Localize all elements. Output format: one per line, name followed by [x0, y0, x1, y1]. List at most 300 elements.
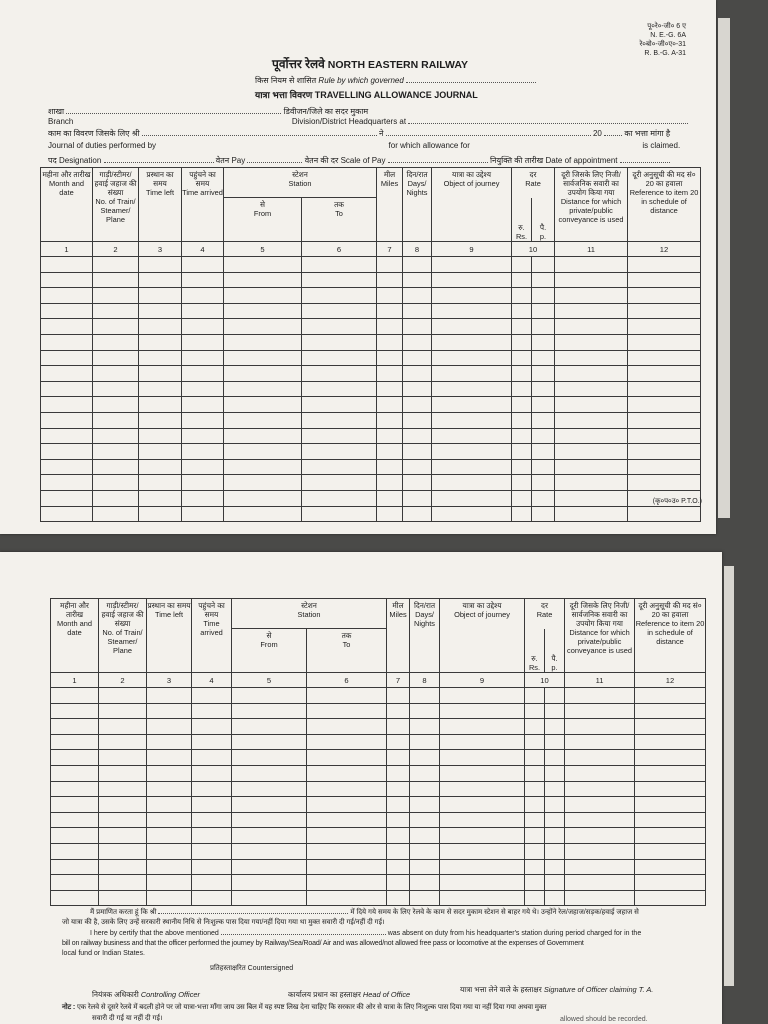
table-cell[interactable] — [440, 843, 525, 859]
table-cell[interactable] — [224, 288, 302, 304]
table-cell[interactable] — [512, 272, 532, 288]
table-cell[interactable] — [410, 734, 440, 750]
table-cell[interactable] — [512, 334, 532, 350]
table-cell[interactable] — [139, 444, 182, 460]
table-cell[interactable] — [307, 859, 387, 875]
table-cell[interactable] — [232, 781, 307, 797]
table-cell[interactable] — [192, 859, 232, 875]
table-cell[interactable] — [512, 366, 532, 382]
table-cell[interactable] — [139, 350, 182, 366]
table-cell[interactable] — [99, 859, 147, 875]
table-cell[interactable] — [532, 428, 555, 444]
table-cell[interactable] — [377, 412, 403, 428]
table-cell[interactable] — [555, 350, 628, 366]
table-cell[interactable] — [628, 412, 701, 428]
table-cell[interactable] — [387, 688, 410, 704]
table-cell[interactable] — [302, 272, 377, 288]
table-cell[interactable] — [224, 350, 302, 366]
table-cell[interactable] — [532, 397, 555, 413]
table-cell[interactable] — [565, 797, 635, 813]
table-cell[interactable] — [565, 890, 635, 906]
table-cell[interactable] — [99, 688, 147, 704]
table-cell[interactable] — [512, 303, 532, 319]
table-cell[interactable] — [555, 334, 628, 350]
table-cell[interactable] — [387, 703, 410, 719]
table-cell[interactable] — [635, 703, 706, 719]
table-cell[interactable] — [93, 350, 139, 366]
table-cell[interactable] — [232, 719, 307, 735]
table-cell[interactable] — [628, 350, 701, 366]
table-cell[interactable] — [555, 459, 628, 475]
table-cell[interactable] — [525, 765, 545, 781]
table-cell[interactable] — [387, 843, 410, 859]
table-cell[interactable] — [377, 444, 403, 460]
table-cell[interactable] — [192, 734, 232, 750]
pay-field[interactable] — [247, 162, 302, 163]
table-cell[interactable] — [635, 781, 706, 797]
table-cell[interactable] — [512, 381, 532, 397]
table-cell[interactable] — [99, 781, 147, 797]
table-cell[interactable] — [512, 490, 532, 506]
table-cell[interactable] — [440, 781, 525, 797]
table-cell[interactable] — [555, 444, 628, 460]
table-cell[interactable] — [147, 875, 192, 891]
table-cell[interactable] — [512, 475, 532, 491]
designation-field[interactable] — [104, 162, 214, 163]
table-cell[interactable] — [93, 459, 139, 475]
table-cell[interactable] — [51, 843, 99, 859]
table-cell[interactable] — [93, 272, 139, 288]
table-cell[interactable] — [147, 797, 192, 813]
table-cell[interactable] — [139, 412, 182, 428]
certificate-officer-field[interactable] — [221, 934, 386, 935]
table-cell[interactable] — [512, 397, 532, 413]
table-cell[interactable] — [532, 412, 555, 428]
table-cell[interactable] — [147, 703, 192, 719]
table-cell[interactable] — [545, 797, 565, 813]
table-cell[interactable] — [555, 288, 628, 304]
table-cell[interactable] — [635, 890, 706, 906]
table-cell[interactable] — [93, 366, 139, 382]
table-cell[interactable] — [307, 797, 387, 813]
table-cell[interactable] — [93, 257, 139, 273]
table-cell[interactable] — [555, 475, 628, 491]
table-cell[interactable] — [532, 381, 555, 397]
table-cell[interactable] — [628, 366, 701, 382]
table-cell[interactable] — [565, 843, 635, 859]
duties-period-field[interactable] — [386, 135, 591, 136]
table-cell[interactable] — [302, 303, 377, 319]
table-cell[interactable] — [232, 734, 307, 750]
table-cell[interactable] — [192, 781, 232, 797]
table-cell[interactable] — [410, 812, 440, 828]
table-cell[interactable] — [377, 381, 403, 397]
table-cell[interactable] — [377, 397, 403, 413]
table-cell[interactable] — [432, 303, 512, 319]
table-cell[interactable] — [403, 350, 432, 366]
table-cell[interactable] — [51, 781, 99, 797]
table-cell[interactable] — [545, 734, 565, 750]
table-cell[interactable] — [93, 412, 139, 428]
table-cell[interactable] — [182, 272, 224, 288]
table-cell[interactable] — [147, 781, 192, 797]
table-cell[interactable] — [182, 319, 224, 335]
table-cell[interactable] — [147, 765, 192, 781]
table-cell[interactable] — [555, 506, 628, 522]
table-cell[interactable] — [525, 734, 545, 750]
table-cell[interactable] — [628, 334, 701, 350]
table-cell[interactable] — [41, 366, 93, 382]
table-cell[interactable] — [93, 490, 139, 506]
table-cell[interactable] — [147, 734, 192, 750]
branch-field[interactable] — [66, 113, 281, 114]
table-cell[interactable] — [545, 765, 565, 781]
table-cell[interactable] — [387, 750, 410, 766]
table-cell[interactable] — [302, 381, 377, 397]
table-cell[interactable] — [387, 781, 410, 797]
table-cell[interactable] — [41, 397, 93, 413]
table-cell[interactable] — [139, 475, 182, 491]
table-cell[interactable] — [525, 703, 545, 719]
table-cell[interactable] — [440, 859, 525, 875]
table-cell[interactable] — [387, 734, 410, 750]
table-cell[interactable] — [555, 366, 628, 382]
table-cell[interactable] — [635, 859, 706, 875]
table-cell[interactable] — [147, 812, 192, 828]
table-cell[interactable] — [545, 812, 565, 828]
table-cell[interactable] — [99, 750, 147, 766]
table-cell[interactable] — [302, 334, 377, 350]
table-cell[interactable] — [403, 397, 432, 413]
table-cell[interactable] — [525, 859, 545, 875]
table-cell[interactable] — [628, 459, 701, 475]
table-cell[interactable] — [532, 257, 555, 273]
table-cell[interactable] — [432, 444, 512, 460]
table-cell[interactable] — [147, 828, 192, 844]
table-cell[interactable] — [182, 444, 224, 460]
table-cell[interactable] — [565, 875, 635, 891]
table-cell[interactable] — [403, 412, 432, 428]
table-cell[interactable] — [307, 890, 387, 906]
table-cell[interactable] — [224, 459, 302, 475]
table-cell[interactable] — [51, 734, 99, 750]
table-cell[interactable] — [139, 428, 182, 444]
table-cell[interactable] — [182, 490, 224, 506]
table-cell[interactable] — [139, 459, 182, 475]
table-cell[interactable] — [403, 288, 432, 304]
table-cell[interactable] — [628, 319, 701, 335]
table-cell[interactable] — [232, 859, 307, 875]
table-cell[interactable] — [525, 890, 545, 906]
table-cell[interactable] — [628, 475, 701, 491]
table-cell[interactable] — [432, 366, 512, 382]
table-cell[interactable] — [99, 797, 147, 813]
table-cell[interactable] — [555, 381, 628, 397]
table-cell[interactable] — [525, 875, 545, 891]
table-cell[interactable] — [224, 319, 302, 335]
table-cell[interactable] — [182, 506, 224, 522]
appointment-field[interactable] — [620, 162, 670, 163]
table-cell[interactable] — [440, 875, 525, 891]
table-cell[interactable] — [555, 272, 628, 288]
table-cell[interactable] — [302, 428, 377, 444]
table-cell[interactable] — [51, 828, 99, 844]
table-cell[interactable] — [403, 490, 432, 506]
table-cell[interactable] — [99, 765, 147, 781]
table-cell[interactable] — [307, 719, 387, 735]
table-cell[interactable] — [410, 843, 440, 859]
table-cell[interactable] — [377, 334, 403, 350]
table-cell[interactable] — [410, 719, 440, 735]
table-cell[interactable] — [232, 765, 307, 781]
table-cell[interactable] — [403, 257, 432, 273]
table-cell[interactable] — [403, 444, 432, 460]
table-cell[interactable] — [232, 750, 307, 766]
table-cell[interactable] — [440, 890, 525, 906]
table-cell[interactable] — [555, 490, 628, 506]
table-cell[interactable] — [635, 734, 706, 750]
table-cell[interactable] — [432, 428, 512, 444]
table-cell[interactable] — [628, 272, 701, 288]
table-cell[interactable] — [377, 257, 403, 273]
table-cell[interactable] — [302, 459, 377, 475]
table-cell[interactable] — [139, 272, 182, 288]
table-cell[interactable] — [51, 859, 99, 875]
table-cell[interactable] — [525, 828, 545, 844]
table-cell[interactable] — [377, 303, 403, 319]
table-cell[interactable] — [41, 475, 93, 491]
table-cell[interactable] — [302, 288, 377, 304]
table-cell[interactable] — [440, 688, 525, 704]
table-cell[interactable] — [403, 272, 432, 288]
table-cell[interactable] — [307, 750, 387, 766]
table-cell[interactable] — [565, 734, 635, 750]
table-cell[interactable] — [224, 303, 302, 319]
table-cell[interactable] — [93, 303, 139, 319]
table-cell[interactable] — [93, 506, 139, 522]
table-cell[interactable] — [403, 303, 432, 319]
table-cell[interactable] — [182, 412, 224, 428]
table-cell[interactable] — [432, 397, 512, 413]
table-cell[interactable] — [545, 859, 565, 875]
table-cell[interactable] — [555, 412, 628, 428]
table-cell[interactable] — [224, 397, 302, 413]
table-cell[interactable] — [147, 750, 192, 766]
table-cell[interactable] — [51, 765, 99, 781]
table-cell[interactable] — [302, 319, 377, 335]
table-cell[interactable] — [440, 828, 525, 844]
table-cell[interactable] — [432, 506, 512, 522]
table-cell[interactable] — [192, 765, 232, 781]
table-cell[interactable] — [41, 350, 93, 366]
table-cell[interactable] — [182, 366, 224, 382]
table-cell[interactable] — [232, 688, 307, 704]
table-cell[interactable] — [410, 750, 440, 766]
table-cell[interactable] — [387, 828, 410, 844]
table-cell[interactable] — [51, 750, 99, 766]
table-cell[interactable] — [628, 381, 701, 397]
year-field[interactable] — [604, 135, 622, 136]
table-cell[interactable] — [51, 688, 99, 704]
table-cell[interactable] — [410, 688, 440, 704]
table-cell[interactable] — [307, 828, 387, 844]
table-cell[interactable] — [224, 334, 302, 350]
table-cell[interactable] — [147, 843, 192, 859]
table-cell[interactable] — [99, 812, 147, 828]
table-cell[interactable] — [545, 828, 565, 844]
table-cell[interactable] — [432, 334, 512, 350]
table-cell[interactable] — [182, 459, 224, 475]
table-cell[interactable] — [99, 703, 147, 719]
table-cell[interactable] — [41, 334, 93, 350]
table-cell[interactable] — [139, 397, 182, 413]
table-cell[interactable] — [224, 428, 302, 444]
table-cell[interactable] — [512, 444, 532, 460]
table-cell[interactable] — [139, 506, 182, 522]
table-cell[interactable] — [512, 350, 532, 366]
table-cell[interactable] — [440, 703, 525, 719]
table-cell[interactable] — [525, 812, 545, 828]
table-cell[interactable] — [628, 428, 701, 444]
table-cell[interactable] — [403, 319, 432, 335]
table-cell[interactable] — [41, 444, 93, 460]
table-cell[interactable] — [387, 812, 410, 828]
table-cell[interactable] — [182, 397, 224, 413]
table-cell[interactable] — [635, 843, 706, 859]
table-cell[interactable] — [232, 890, 307, 906]
table-cell[interactable] — [532, 288, 555, 304]
table-cell[interactable] — [512, 319, 532, 335]
division-field[interactable] — [408, 123, 688, 124]
table-cell[interactable] — [302, 397, 377, 413]
table-cell[interactable] — [182, 475, 224, 491]
table-cell[interactable] — [532, 319, 555, 335]
table-cell[interactable] — [565, 688, 635, 704]
table-cell[interactable] — [41, 381, 93, 397]
table-cell[interactable] — [635, 750, 706, 766]
table-cell[interactable] — [147, 719, 192, 735]
table-cell[interactable] — [232, 797, 307, 813]
table-cell[interactable] — [512, 506, 532, 522]
table-cell[interactable] — [182, 381, 224, 397]
table-cell[interactable] — [512, 288, 532, 304]
table-cell[interactable] — [147, 890, 192, 906]
table-cell[interactable] — [512, 257, 532, 273]
table-cell[interactable] — [565, 812, 635, 828]
table-cell[interactable] — [565, 703, 635, 719]
table-cell[interactable] — [182, 288, 224, 304]
table-cell[interactable] — [139, 381, 182, 397]
certificate-name-field[interactable] — [158, 913, 348, 914]
table-cell[interactable] — [525, 750, 545, 766]
table-cell[interactable] — [377, 319, 403, 335]
table-cell[interactable] — [432, 257, 512, 273]
table-cell[interactable] — [41, 428, 93, 444]
table-cell[interactable] — [545, 875, 565, 891]
table-cell[interactable] — [377, 288, 403, 304]
table-cell[interactable] — [99, 875, 147, 891]
table-cell[interactable] — [545, 781, 565, 797]
table-cell[interactable] — [93, 288, 139, 304]
table-cell[interactable] — [635, 765, 706, 781]
table-cell[interactable] — [410, 781, 440, 797]
table-cell[interactable] — [307, 688, 387, 704]
table-cell[interactable] — [307, 812, 387, 828]
table-cell[interactable] — [147, 688, 192, 704]
table-cell[interactable] — [99, 734, 147, 750]
table-cell[interactable] — [532, 272, 555, 288]
table-cell[interactable] — [93, 397, 139, 413]
table-cell[interactable] — [565, 750, 635, 766]
table-cell[interactable] — [387, 890, 410, 906]
table-cell[interactable] — [440, 719, 525, 735]
table-cell[interactable] — [377, 490, 403, 506]
table-cell[interactable] — [307, 781, 387, 797]
table-cell[interactable] — [532, 334, 555, 350]
table-cell[interactable] — [192, 812, 232, 828]
table-cell[interactable] — [440, 750, 525, 766]
table-cell[interactable] — [192, 703, 232, 719]
table-cell[interactable] — [387, 765, 410, 781]
table-cell[interactable] — [410, 875, 440, 891]
table-cell[interactable] — [628, 506, 701, 522]
table-cell[interactable] — [139, 490, 182, 506]
table-cell[interactable] — [302, 257, 377, 273]
table-cell[interactable] — [192, 688, 232, 704]
table-cell[interactable] — [432, 288, 512, 304]
scale-field[interactable] — [388, 162, 488, 163]
table-cell[interactable] — [545, 719, 565, 735]
table-cell[interactable] — [377, 428, 403, 444]
table-cell[interactable] — [232, 828, 307, 844]
table-cell[interactable] — [41, 412, 93, 428]
table-cell[interactable] — [565, 859, 635, 875]
table-cell[interactable] — [635, 812, 706, 828]
table-cell[interactable] — [377, 475, 403, 491]
table-cell[interactable] — [410, 828, 440, 844]
table-cell[interactable] — [302, 444, 377, 460]
table-cell[interactable] — [99, 828, 147, 844]
table-cell[interactable] — [307, 875, 387, 891]
table-cell[interactable] — [232, 875, 307, 891]
table-cell[interactable] — [224, 366, 302, 382]
table-cell[interactable] — [93, 334, 139, 350]
table-cell[interactable] — [403, 366, 432, 382]
table-cell[interactable] — [403, 459, 432, 475]
table-cell[interactable] — [628, 397, 701, 413]
table-cell[interactable] — [192, 890, 232, 906]
table-cell[interactable] — [182, 334, 224, 350]
table-cell[interactable] — [41, 490, 93, 506]
table-cell[interactable] — [635, 688, 706, 704]
table-cell[interactable] — [182, 350, 224, 366]
table-cell[interactable] — [224, 257, 302, 273]
table-cell[interactable] — [525, 719, 545, 735]
table-cell[interactable] — [565, 765, 635, 781]
table-cell[interactable] — [440, 797, 525, 813]
table-cell[interactable] — [224, 381, 302, 397]
duties-person-field[interactable] — [142, 135, 377, 136]
table-cell[interactable] — [192, 719, 232, 735]
table-cell[interactable] — [387, 859, 410, 875]
table-cell[interactable] — [532, 490, 555, 506]
table-cell[interactable] — [628, 257, 701, 273]
table-cell[interactable] — [555, 397, 628, 413]
table-cell[interactable] — [512, 428, 532, 444]
table-cell[interactable] — [302, 350, 377, 366]
table-cell[interactable] — [545, 890, 565, 906]
table-cell[interactable] — [51, 797, 99, 813]
